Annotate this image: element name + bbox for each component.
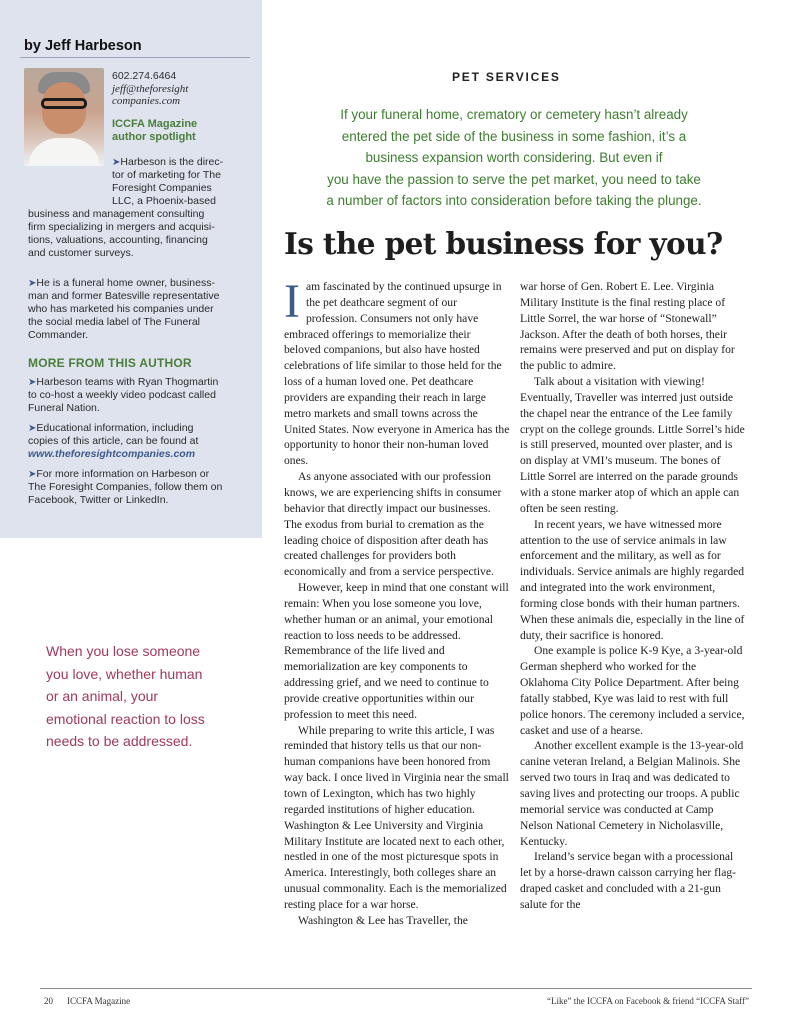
website-link[interactable]: www.theforesightcompanies.com <box>28 448 196 460</box>
list-item: ➤For more information on Harbeson or The Foresight Companies, follow them on Facebook, Twitter or LinkedIn. <box>28 468 223 506</box>
footer-promo: “Like” the ICCFA on Facebook & friend “ICCFA Staff” <box>547 996 749 1006</box>
section-label: PET SERVICES <box>452 70 561 84</box>
page-number: 20 <box>44 996 53 1006</box>
list-item: ➤Educational information, including copies of this article, can be found at www.theforesightcompanies.com <box>28 422 258 461</box>
byline-divider <box>20 57 250 58</box>
author-bio-1: ➤Harbeson is the direc- tor of marketing for The Foresight Companies LLC, a Phoenix-based business and management consulting firm specializing in mergers and acquisi- tions, valuations, accounting, financing and customer surveys. <box>28 156 224 259</box>
paragraph: As anyone associated with our profession knows, we are experiencing shifts in consumer behavior that directly impact our businesses. The exodus from burial to cremation as the leading choice of disposition after death has created challenges for providers both economically and from a service perspective. <box>284 470 502 579</box>
article-deck: If your funeral home, crematory or cemetery hasn’t already entered the pet side of the business in some fashion, it’s a business expansion worth considering. But even if you have the passion to serve the pet market, you need to take a number of factors into consideration before taking the plunge. <box>326 107 702 208</box>
paragraph: Washington & Lee has Traveller, the <box>298 913 468 927</box>
arrow-icon: ➤ <box>28 278 37 289</box>
arrow-icon: ➤ <box>28 469 37 480</box>
spotlight-title: ICCFA Magazine author spotlight <box>112 118 198 143</box>
author-phone: 602.274.6464 <box>112 70 177 82</box>
paragraph: Iam fascinated by the continued upsurge in the pet deathcare segment of our profession. Consumers not only have embraced offerings to memorialize their beloved companions, but also have hosted celebrations of life similar to those held for the loss of a human loved one. Pet deathcare providers are expanding their reach in large metro markets and small towns across the United States. Now everyone in America has the opportunity to honor their non-human loved ones. <box>284 275 510 468</box>
more-from-author-heading: MORE FROM THIS AUTHOR <box>28 356 192 370</box>
paragraph: However, keep in mind that one constant will remain: When you lose someone you love, whether human or an animal, your emotional reaction to loss needs to be addressed. Remembrance of the life lived and memorialization are key components to addressing grief, and we need to continue to provide creative opportunities within our profession to meet this need. <box>284 581 509 721</box>
article-column-2 <box>520 279 746 913</box>
pull-quote: When you lose someone you love, whether human or an animal, your emotional reaction to loss needs to be addressed. <box>46 643 205 749</box>
article-headline: Is the pet business for you? <box>284 226 723 261</box>
drop-cap: I <box>284 275 300 328</box>
byline: by Jeff Harbeson <box>24 38 142 54</box>
list-item: ➤Harbeson teams with Ryan Thogmartin to co-host a weekly video podcast called Funeral Nation. <box>28 376 219 414</box>
author-photo <box>24 68 104 166</box>
author-email[interactable]: jeff@theforesight <box>112 82 189 95</box>
paragraph: war horse of Gen. Robert E. Lee. Virginia Military Institute is the final resting place of Little Sorrel, the war horse of “Stonewall” Jackson. After the death of both horses, their remains were preserved and put on display for the public to admire. <box>520 280 735 373</box>
paragraph: In recent years, we have witnessed more attention to the use of service animals in law enforcement and the military, as well as for individuals. Service animals are highly regarded and integrated into the work environment, forming close bonds with their human partners. When these animals die, especially in the line of duty, their sacrifice is honored. <box>520 517 745 642</box>
author-contact <box>112 70 188 108</box>
author-bio-2: ➤He is a funeral home owner, business- man and former Batesville representative who has marketed his companies under the social media label of The Funeral Commander. <box>28 277 220 341</box>
magazine-name: ICCFA Magazine <box>67 996 131 1006</box>
paragraph: While preparing to write this article, I was reminded that history tells us that our non-human companions have been honored from way back. I once lived in Virginia near the small town of Lexington, which has two highly regarded institutions of higher education. Washington & Lee University and Virginia Military Institute are located next to each other, nestled in one of the most picturesque spots in America. Interestingly, both colleges share an unusual commonality. Each is the memorialized resting place for a war horse. <box>284 723 509 911</box>
paragraph: Talk about a visitation with viewing! Eventually, Traveller was interred just outside the chapel near the entrance of the Lee family crypt on the college grounds. Little Sorrel’s hide is still preserved, mounted over plaster, and is on display at VMI’s museum. The bones of Little Sorrel are interred on the parade grounds with a stone marker atop of which an apple can often be seen resting. <box>520 375 745 515</box>
arrow-icon: ➤ <box>28 423 37 434</box>
author-email-domain[interactable]: companies.com <box>112 95 181 107</box>
author-sidebar <box>0 0 262 538</box>
footer-folio <box>44 996 130 1006</box>
more-from-author-list <box>28 376 258 514</box>
article-column-1 <box>284 275 510 929</box>
paragraph: Another excellent example is the 13-year-old canine veteran Ireland, a Belgian Malinois. She served two tours in Iraq and was dedicated to saving lives and protecting our troops. A public memorial service was conducted at Camp Nelson National Cemetery in Nicholasville, Kentucky. <box>520 739 744 848</box>
arrow-icon: ➤ <box>28 377 37 388</box>
arrow-icon: ➤ <box>112 157 121 168</box>
paragraph: One example is police K-9 Kye, a 3-year-old German shepherd who worked for the Oklahoma City Police Department. After being fatally stabbed, Kye was laid to rest with full police honors. The ceremony included a service, casket and use of a hearse. <box>520 644 745 737</box>
footer-divider <box>40 988 752 989</box>
paragraph: Ireland’s service began with a processional let by a horse-drawn caisson carrying her flag-draped casket and concluded with a 21-gun salute for the <box>520 850 737 911</box>
